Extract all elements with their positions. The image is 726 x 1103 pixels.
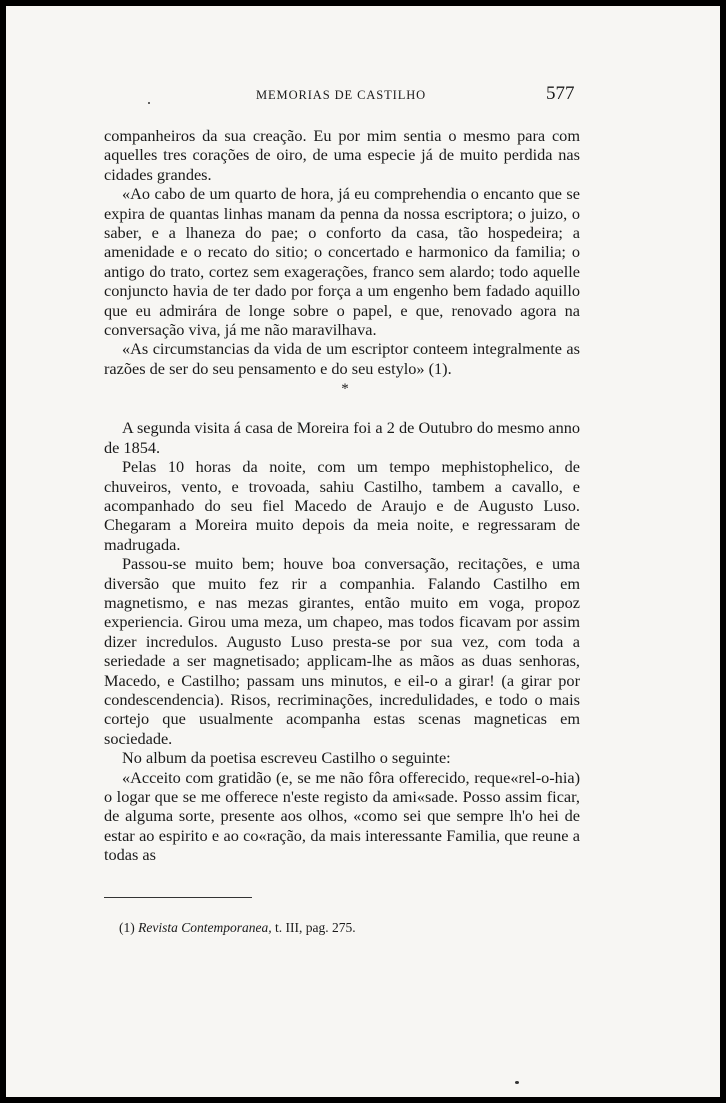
- body-text: [104, 126, 580, 865]
- page-number: 577: [546, 83, 575, 104]
- paragraph-pelas-10-horas: Pelas 10 horas da noite, com um tempo mephistophelico, de chuveiros, vento, e trovoada, sahiu Castilho, tambem a cavallo, e acompanhado do seu fiel Macedo de Araujo e de Augusto Luso. Chegaram a Moreira muito depois da meia noite, e regressaram de madrugada.: [104, 457, 580, 554]
- footnote-title: Revista Contemporanea,: [138, 920, 272, 935]
- footnote: [119, 920, 356, 936]
- paper-speck: [515, 1081, 519, 1084]
- paragraph-no-album: No album da poetisa escreveu Castilho o seguinte:: [122, 748, 451, 768]
- running-head: [6, 83, 720, 108]
- running-title: MEMORIAS DE CASTILHO: [256, 88, 427, 102]
- footnote-reference: t. III, pag. 275.: [274, 920, 356, 935]
- footnote-rule: [104, 897, 252, 898]
- paragraph-acceito: «Acceito com gratidão (e, se me não fôra offerecido, reque«rel-o-hia) o logar que se me offerece n'este registo da ami«sade. Posso assim ficar, de alguma sorte, presente aos olhos, «como sei que sempre lh'o hei de estar ao espirito e ao co«ração, da mais interessante Familia, que reune a todas as: [104, 767, 580, 865]
- footnote-marker: (1): [119, 920, 135, 935]
- paragraph-passou-se: Passou-se muito bem; houve boa conversação, recitações, e uma diversão que muito fez rir a companhia. Falando Castilho em magnetismo, e nas mezas girantes, então muito em voga, propoz experiencia. Girou uma meza, um chapeo, mas todos ficavam por assim dizer incredulos. Augusto Luso presta-se por sua vez, com toda a seriedade a ser magnetisado; applicam-lhe as mãos as duas senhoras, Macedo, e Castilho; passam uns minutos, e eil-o a girar! (a girar por condescendencia). Risos, recriminações, incredulidades, e todo o mais cortejo que usualmente acompanha estas scenas magneticas em sociedade.: [104, 554, 580, 748]
- section-asterism: *: [341, 381, 349, 398]
- paper-speck: [148, 102, 150, 104]
- paragraph-quote-encanto: «Ao cabo de um quarto de hora, já eu comprehendia o encanto que se expira de quantas linhas manam da penna da nossa escriptora; o juizo, o saber, e a lhaneza do pae; o conforto da casa, tão hospedeira; a amenidade e o recato do sitio; o concertado e harmonico da familia; o antigo do trato, cortez sem exagerações, franco sem alardo; todo aquelle conjuncto havia de ter dado por força a um engenho bem fadado aquillo que eu admirára de longe sobre o papel, e que, renovado agora na conversação viva, já me não maravilhava.: [104, 184, 580, 340]
- paragraph-segunda-visita: A segunda visita á casa de Moreira foi a 2 de Outubro do mesmo anno de 1854.: [104, 418, 580, 457]
- paragraph-quote-circumstancias: «As circumstancias da vida de um escriptor conteem integralmente as razões de ser do seu pensamento e do seu estylo» (1).: [104, 339, 580, 378]
- book-page: [6, 6, 720, 1097]
- paragraph-continuation: companheiros da sua creação. Eu por mim sentia o mesmo para com aquelles tres corações de oiro, de uma especie já de muito perdida nas cidades grandes.: [104, 126, 580, 184]
